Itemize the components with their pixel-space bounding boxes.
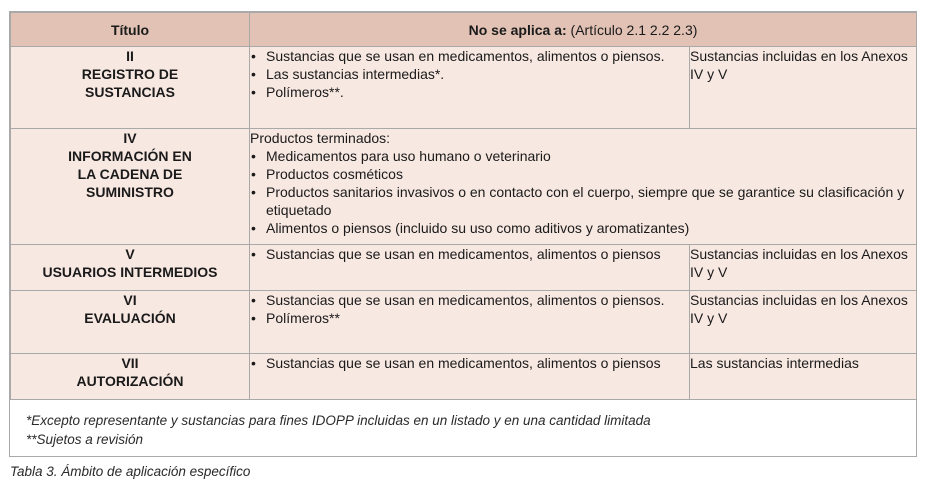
row-title-line: INFORMACIÓN EN (68, 148, 192, 164)
list-item: • Alimentos o piensos (incluido su uso como aditivos y aromatizantes) (250, 219, 916, 237)
extra-exclusion: Las sustancias intermedias (690, 354, 917, 400)
row-title (11, 354, 250, 400)
header-article-reference: (Artículo 2.1 2.2 2.3) (566, 21, 698, 38)
row-title-line: REGISTRO DE (81, 66, 179, 82)
not-applicable-list (250, 354, 690, 400)
row-number: VII (121, 355, 139, 371)
table-row (11, 129, 917, 245)
table-row (11, 47, 917, 129)
list-item: • Medicamentos para uso humano o veterinario (250, 147, 916, 165)
row-number: VI (123, 292, 137, 308)
list-item: • Polímeros**. (250, 83, 689, 101)
not-applicable-list (250, 129, 917, 245)
row-title-line: SUMINISTRO (86, 184, 174, 200)
extra-exclusion: Sustancias incluidas en los Anexos IV y V (690, 245, 917, 291)
table-row (11, 354, 917, 400)
table-caption: Tabla 3. Ámbito de aplicación específico (10, 464, 251, 479)
row-title (11, 245, 250, 291)
row-title-line: SUSTANCIAS (85, 84, 175, 100)
header-not-applicable (250, 13, 917, 47)
list-item: • Productos cosméticos (250, 165, 916, 183)
row-title (11, 291, 250, 354)
list-item: • Sustancias que se usan en medicamentos, alimentos o piensos. (250, 291, 689, 309)
list-lead: Productos terminados: (250, 130, 391, 146)
table-header-row (11, 13, 917, 47)
table-row (11, 245, 917, 291)
footnote: *Excepto representante y sustancias para fines IDOPP incluidas en un listado y en una cantidad limitada (26, 413, 651, 428)
row-number: IV (123, 130, 137, 146)
row-title (11, 129, 250, 245)
list-item: • Las sustancias intermedias*. (250, 65, 689, 83)
row-number: II (126, 48, 134, 64)
extra-exclusion: Sustancias incluidas en los Anexos IV y V (690, 47, 917, 129)
list-item: • Sustancias que se usan en medicamentos, alimentos o piensos (250, 245, 689, 263)
table-row (11, 291, 917, 354)
row-title-line: LA CADENA DE (77, 166, 183, 182)
row-number: V (125, 246, 135, 262)
list-item: • Sustancias que se usan en medicamentos, alimentos o piensos (250, 354, 689, 372)
footnote: **Sujetos a revisión (26, 432, 144, 447)
list-item: • Sustancias que se usan en medicamentos, alimentos o piensos. (250, 47, 689, 65)
row-title-line: EVALUACIÓN (84, 310, 176, 326)
not-applicable-list (250, 291, 690, 354)
not-applicable-list (250, 245, 690, 291)
table-frame (9, 11, 917, 457)
header-not-applicable-label: No se aplica a: (468, 21, 567, 38)
header-title: Título (11, 13, 250, 47)
list-item: • Polímeros** (250, 309, 689, 327)
row-title-line: AUTORIZACIÓN (76, 373, 184, 389)
table-footnotes (26, 411, 651, 449)
extra-exclusion: Sustancias incluidas en los Anexos IV y V (690, 291, 917, 354)
not-applicable-list (250, 47, 690, 129)
scope-table (10, 12, 917, 400)
list-item: • Productos sanitarios invasivos o en contacto con el cuerpo, siempre que se garantice su clasificación y etiquetado (250, 183, 916, 219)
row-title (11, 47, 250, 129)
row-title-line: USUARIOS INTERMEDIOS (42, 264, 218, 280)
